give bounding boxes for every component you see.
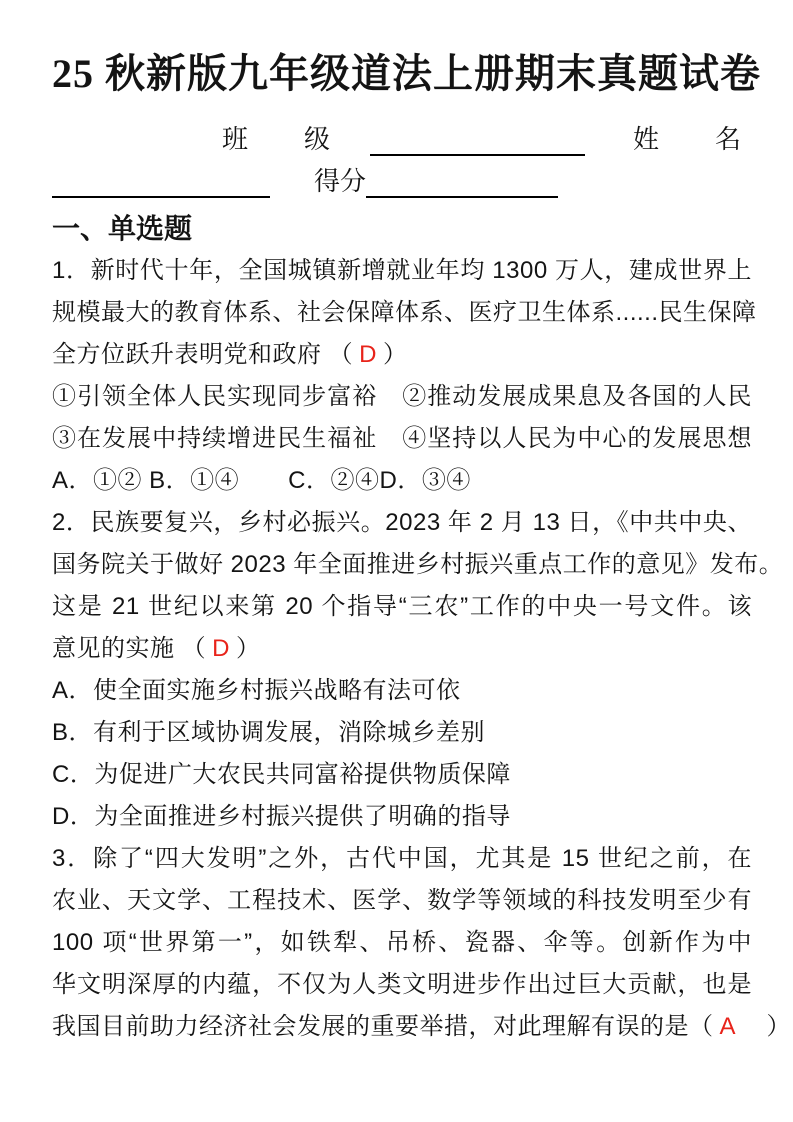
question-1-options-line: A．①② B．①④ C．②④D．③④: [52, 467, 471, 494]
question-1-answer: D: [359, 341, 378, 368]
question-1-sub-options-line-1: ①引领全体人民实现同步富裕 ②推动发展成果息及各国的人民: [52, 383, 752, 410]
question-1-sub-options-line-2: ③在发展中持续增进民生福祉 ④坚持以人民为中心的发展思想: [52, 425, 752, 452]
question-3-stem-line-3: 100 项“世界第一”，如铁犁、吊桥、瓷器、伞等。创新作为中: [52, 929, 752, 956]
question-3-answer-suffix: ）: [742, 1013, 792, 1040]
question-2-option-c: C．为促进广大农民共同富裕提供物质保障: [52, 761, 511, 788]
question-2-option-b: B．有利于区域协调发展，消除城乡差别: [52, 719, 486, 746]
class-blank-line: [370, 124, 585, 156]
question-3-answer: A: [719, 1013, 737, 1040]
question-2-option-d: D．为全面推进乡村振兴提供了明确的指导: [52, 803, 511, 830]
class-label-char-2: 级: [304, 125, 331, 154]
name-label-char-2: 名: [715, 125, 742, 154]
name-blank-line: [52, 166, 270, 198]
question-3-answer-line: [52, 1006, 792, 1048]
question-2-answer-suffix: ）: [236, 635, 261, 662]
question-3-stem-line-1: 3．除了“四大发明”之外，古代中国，尤其是 15 世纪之前，在: [52, 845, 752, 872]
question-3-stem-line-4: 华文明深厚的内蕴，不仅为人类文明进步作出过巨大贡献，也是: [52, 971, 752, 998]
question-1-answer-line: [52, 334, 752, 376]
score-label: 得分: [314, 167, 367, 196]
question-3-answer-prefix: 我国目前助力经济社会发展的重要举措，对此理解有误的是（: [52, 1013, 714, 1040]
page-title: 25 秋新版九年级道法上册期末真题试卷: [52, 51, 761, 96]
question-2-answer: D: [212, 635, 231, 662]
header-fill-in-row-1: [52, 116, 752, 156]
header-fill-in-row-2: [52, 156, 752, 198]
class-label-char-1: 班: [222, 125, 249, 154]
question-1-answer-prefix: 全方位跃升表明党和政府 （: [52, 341, 354, 368]
name-label-char-1: 姓: [633, 125, 660, 154]
score-blank-line: [366, 166, 558, 198]
question-2-answer-line: [52, 628, 752, 670]
question-1-stem-line-2: 规模最大的教育体系、社会保障体系、医疗卫生体系......民生保障: [52, 299, 757, 326]
question-3-stem-line-2: 农业、天文学、工程技术、医学、数学等领域的科技发明至少有: [52, 887, 752, 914]
question-2-stem-line-3: 这是 21 世纪以来第 20 个指导“三农”工作的中央一号文件。该: [52, 593, 752, 620]
question-2-stem-line-2: 国务院关于做好 2023 年全面推进乡村振兴重点工作的意见》发布。: [52, 551, 784, 578]
question-1-stem-line-1: 1．新时代十年，全国城镇新增就业年均 1300 万人，建成世界上: [52, 257, 752, 284]
question-2-option-a: A．使全面实施乡村振兴战略有法可依: [52, 677, 461, 704]
section-heading: 一、单选题: [52, 213, 193, 244]
question-2-stem-line-1: 2．民族要复兴，乡村必振兴。2023 年 2 月 13 日，《中共中央、: [52, 509, 752, 536]
question-2-answer-prefix: 意见的实施 （: [52, 635, 207, 662]
question-1-answer-suffix: ）: [383, 341, 408, 368]
